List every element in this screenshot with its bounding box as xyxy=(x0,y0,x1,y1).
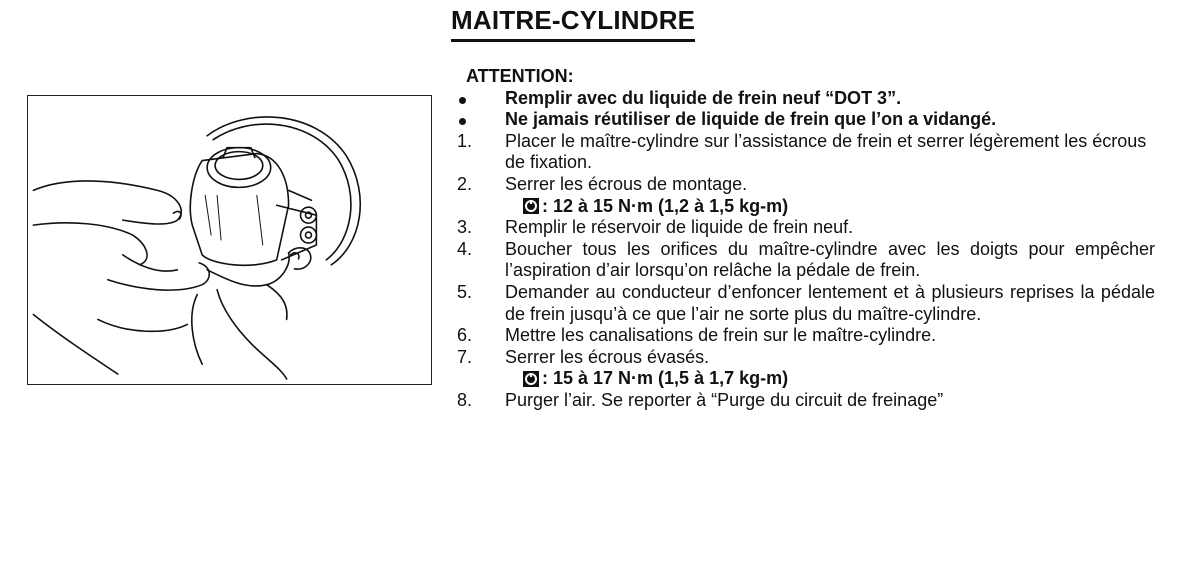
step-number: 8. xyxy=(457,389,473,410)
step-text: Remplir le réservoir de liquide de frein neuf. xyxy=(505,217,854,238)
bullet-icon xyxy=(459,118,466,125)
step-text: Serrer les écrous de montage. xyxy=(505,173,748,194)
step-text: Boucher tous les orifices du maître-cylindre avec les doigts pour empêcher l’aspiration d’air lorsqu’on relâche la pédale de frein. xyxy=(505,238,1155,281)
step-item xyxy=(455,282,1155,325)
step-item xyxy=(455,217,1155,239)
instructions-block xyxy=(455,66,1155,412)
torque-value: : 15 à 17 N·m (1,5 à 1,7 kg-m) xyxy=(542,368,789,389)
step-item xyxy=(455,325,1155,347)
bullet-icon xyxy=(459,97,466,104)
step-number: 4. xyxy=(457,238,473,259)
step-number: 1. xyxy=(457,130,473,151)
step-item xyxy=(455,347,1155,369)
step-item xyxy=(455,174,1155,196)
step-item xyxy=(455,131,1155,174)
step-text: Placer le maître-cylindre sur l’assistance de frein et serrer légèrement les écrous de fixation. xyxy=(505,130,1147,173)
step-text: Demander au conducteur d’enfoncer lentement et à plusieurs reprises la pédale de frein jusqu’à ce que l’air ne sorte plus du maître-cylindre. xyxy=(505,281,1155,324)
step-text: Mettre les canalisations de frein sur le maître-cylindre. xyxy=(505,325,937,346)
warning-text: Ne jamais réutiliser de liquide de frein que l’on a vidangé. xyxy=(505,109,997,130)
step-number: 5. xyxy=(457,281,473,302)
step-item xyxy=(455,239,1155,282)
torque-wrench-icon xyxy=(522,197,540,215)
step-number: 7. xyxy=(457,346,473,367)
torque-spec xyxy=(522,196,1155,218)
attention-heading: ATTENTION: xyxy=(466,66,574,86)
torque-wrench-icon xyxy=(522,370,540,388)
torque-spec xyxy=(522,368,1155,390)
warning-item xyxy=(455,109,1155,131)
page-title: MAITRE-CYLINDRE xyxy=(451,4,695,42)
warning-text: Remplir avec du liquide de frein neuf “DOT 3”. xyxy=(505,87,902,108)
step-number: 6. xyxy=(457,325,473,346)
step-number: 3. xyxy=(457,217,473,238)
step-number: 2. xyxy=(457,173,473,194)
step-text: Purger l’air. Se reporter à “Purge du circuit de freinage” xyxy=(505,389,944,410)
torque-value: : 12 à 15 N·m (1,2 à 1,5 kg-m) xyxy=(542,195,789,216)
step-text: Serrer les écrous évasés. xyxy=(505,346,710,367)
warning-item xyxy=(455,88,1155,110)
step-item xyxy=(455,390,1155,412)
master-cylinder-illustration xyxy=(27,95,432,385)
